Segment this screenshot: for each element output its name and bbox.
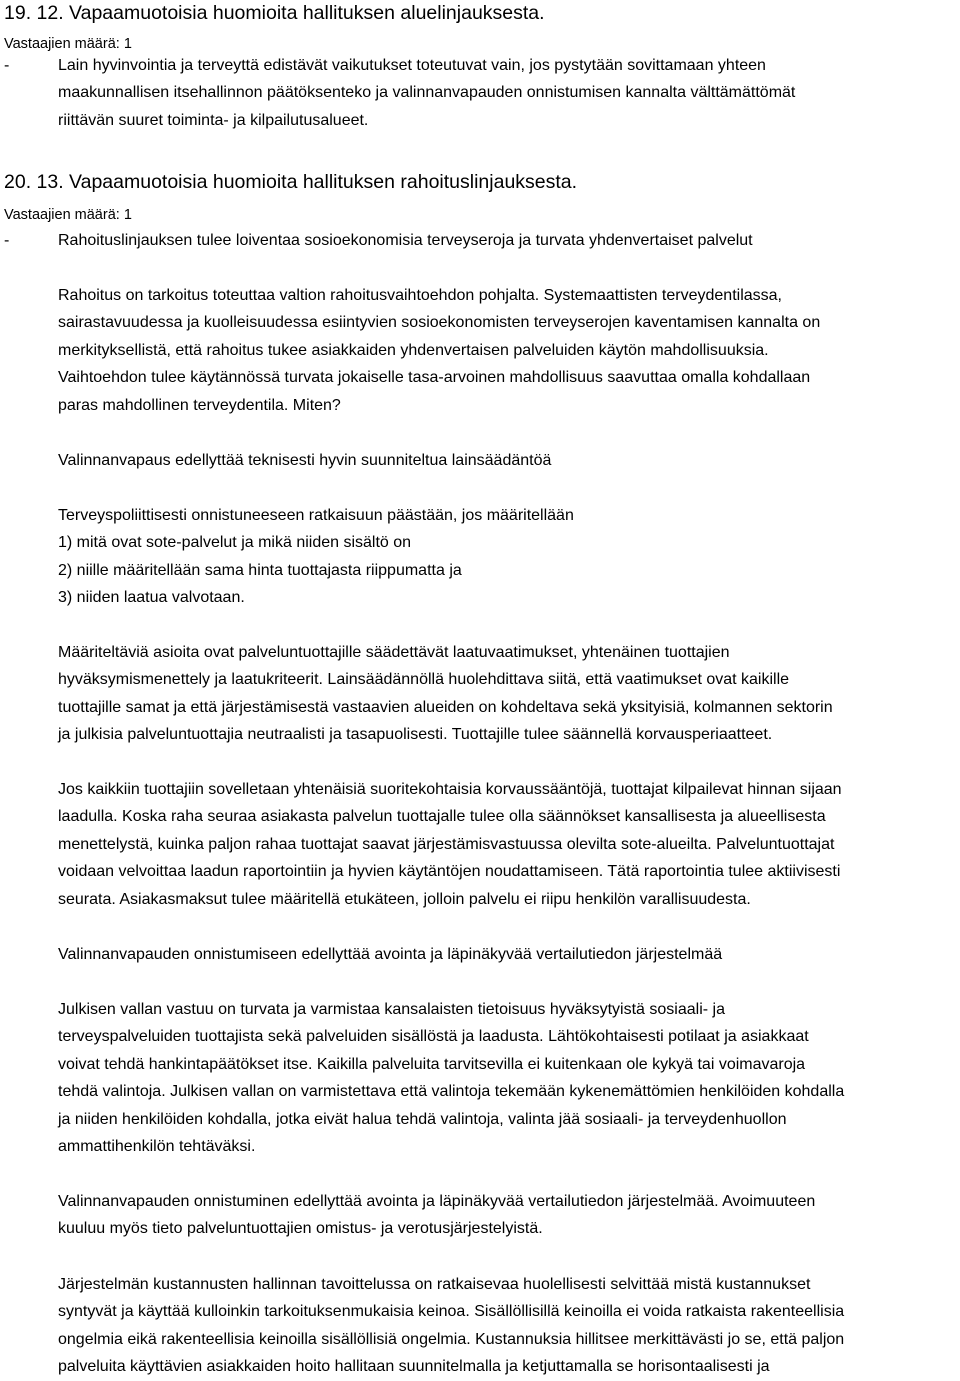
paragraph-julkisen-vallan-vastuu [58, 996, 960, 1160]
text-line: syntyvät ja käyttää kulloinkin tarkoituksenmukaisia keinoa. Sisällöllisillä keinoilla ei voida ratkaista rakenteellisia [58, 1303, 845, 1321]
text-line: merkityksellistä, että rahoitus tukee asiakkaiden yhdenvertaisen palveluiden käytön mahdollisuuksia. [58, 341, 769, 359]
section-20-item [58, 227, 960, 254]
paragraph-avoimuus [58, 1188, 960, 1243]
paragraph-kustannusten-hallinta [58, 1271, 960, 1381]
text-line: Valinnanvapaus edellyttää teknisesti hyvin suunniteltua lainsäädäntöä [58, 452, 552, 469]
text-line: palveluita käyttävien asiakkaiden hoito hallitaan suunnitelmalla ja ketjuttamalla se horisontaalisesti ja [58, 1358, 770, 1376]
text-line: Rahoituslinjauksen tulee loiventaa sosioekonomisia terveyseroja ja turvata yhdenvertaiset palvelut [58, 232, 753, 249]
text-line: Järjestelmän kustannusten hallinnan tavoittelussa on ratkaisevaa huolellisesti selvittää mistä kustannukset [58, 1276, 811, 1293]
text-line: maakunnallisen itsehallinnon päätöksenteko ja valinnanvapauden onnistumisen kannalta välttämättömät [58, 84, 796, 102]
text-line: riittävän suuret toiminta- ja kilpailutusalueet. [58, 111, 369, 129]
text-line: Vaihtoehdon tulee käytännössä turvata jokaiselle tasa-arvoinen mahdollisuus saavuttaa omalla kohdallaan [58, 369, 811, 387]
text-line: Terveyspoliittisesti onnistuneeseen ratkaisuun päästään, jos määritellään [58, 507, 574, 524]
section-20-heading: 20. 13. Vapaamuotoisia huomioita hallituksen rahoituslinjauksesta. [4, 171, 578, 193]
text-line: tuottajille samat ja että järjestämisestä vastaavien alueiden on kohdeltava sekä yksityisiä, kolmannen sektorin [58, 698, 833, 716]
text-line: Valinnanvapauden onnistumiseen edellyttää avointa ja läpinäkyvää vertailutiedon järjestelmää [58, 946, 723, 963]
text-line: paras mahdollinen terveydentila. Miten? [58, 396, 341, 414]
text-line: hyväksymismenettely ja laatukriteerit. Lainsäädännöllä huolehdittava siitä, että vaatimukset ovat kaikille [58, 671, 790, 689]
text-line: voivat tehdä hankintapäätökset itse. Kaikilla palveluita tarvitsevilla ei kuitenkaan ole kykyä tai voimavaroja [58, 1055, 806, 1073]
text-line: Jos kaikkiin tuottajiin sovelletaan yhtenäisiä suoritekohtaisia korvaussääntöjä, tuottajat kilpailevat hinnan sijaan [58, 781, 842, 798]
text-line: tehdä valintoja. Julkisen vallan on varmistettava että valintoja tekemään kykenemättömien henkilöiden kohdalla [58, 1083, 845, 1101]
paragraph-korvaussaannot [58, 776, 960, 913]
section-19-respondents: Vastaajien määrä: 1 [4, 36, 132, 52]
text-line: ongelmia eikä rakenteellisia keinoilla sisällöllisiä ongelmia. Kustannuksia hillitsee merkittävästi jo se, että paljon [58, 1330, 845, 1348]
paragraph-rahoitus [58, 282, 960, 419]
text-line: 2) niille määritellään sama hinta tuottajasta riippumatta ja [58, 561, 462, 579]
section-19-heading: 19. 12. Vapaamuotoisia huomioita hallituksen aluelinjauksesta. [4, 2, 545, 24]
paragraph-maariteltavia [58, 639, 960, 749]
section-20-respondents: Vastaajien määrä: 1 [4, 207, 132, 223]
paragraph-valinnanvapaus-lainsaadanto [58, 447, 960, 474]
text-line: Lain hyvinvointia ja terveyttä edistävät vaikutukset toteutuvat vain, jos pystytään sovittamaan yhteen [58, 57, 766, 74]
section-20-bullet: - [4, 232, 10, 249]
text-line: ja julkisia palveluntuottajia neutraalisti ja tasapuolisesti. Tuottajille tulee säännellä korvausperiaatteet. [58, 726, 773, 744]
text-line: 3) niiden laatua valvotaan. [58, 589, 245, 607]
text-line: menettelystä, kuinka paljon rahaa tuottajat saavat järjestämisvastuussa olevilta sote-alueilta. Palveluntuottajat [58, 835, 835, 853]
text-line: ammattihenkilön tehtäväksi. [58, 1138, 256, 1156]
text-line: Valinnanvapauden onnistuminen edellyttää avointa ja läpinäkyvää vertailutiedon järjestelmää. Avoimuuteen [58, 1193, 816, 1210]
text-line: voidaan velvoittaa laadun raportointiin ja hyvien käytäntöjen noudattamiseen. Tätä raportointia tulee aktiivisesti [58, 863, 841, 881]
text-line: sairastavuudessa ja kuolleisuudessa esiintyvien sosioekonomisten terveyserojen kaventamisen kannalta on [58, 314, 821, 332]
paragraph-vertailutieto-heading [58, 941, 960, 968]
text-line: terveyspalveluiden tuottajista sekä palveluiden sisällöstä ja laadusta. Lähtökohtaisesti potilaat ja asiakkaat [58, 1028, 809, 1046]
section-19-bullet: - [4, 57, 10, 74]
text-line: seurata. Asiakasmaksut tulee määritellä etukäteen, jolloin palvelu ei riipu henkilön varallisuudesta. [58, 890, 751, 908]
text-line: 1) mitä ovat sote-palvelut ja mikä niiden sisältö on [58, 534, 412, 552]
text-line: Määriteltäviä asioita ovat palveluntuottajille säädettävät laatuvaatimukset, yhtenäinen tuottajien [58, 644, 730, 661]
text-line: kuuluu myös tieto palveluntuottajien omistus- ja verotusjärjestelyistä. [58, 1220, 543, 1238]
text-line: laadulla. Koska raha seuraa asiakasta palvelun tuottajalle tulee olla säännökset kansallisesta ja alueellisesta [58, 808, 826, 826]
text-line: ja niiden henkilöiden kohdalla, jotka eivät halua tehdä valintoja, valinta jää sosiaali- ja terveydenhuollon [58, 1110, 787, 1128]
text-line: Rahoitus on tarkoitus toteuttaa valtion rahoitusvaihtoehdon pohjalta. Systemaattisten terveydentilassa, [58, 287, 782, 304]
text-line: Julkisen vallan vastuu on turvata ja varmistaa kansalaisten tietoisuus hyväksytyistä sosiaali- ja [58, 1001, 725, 1018]
section-19-item [58, 52, 960, 134]
paragraph-terveyspoliittisesti [58, 502, 960, 612]
